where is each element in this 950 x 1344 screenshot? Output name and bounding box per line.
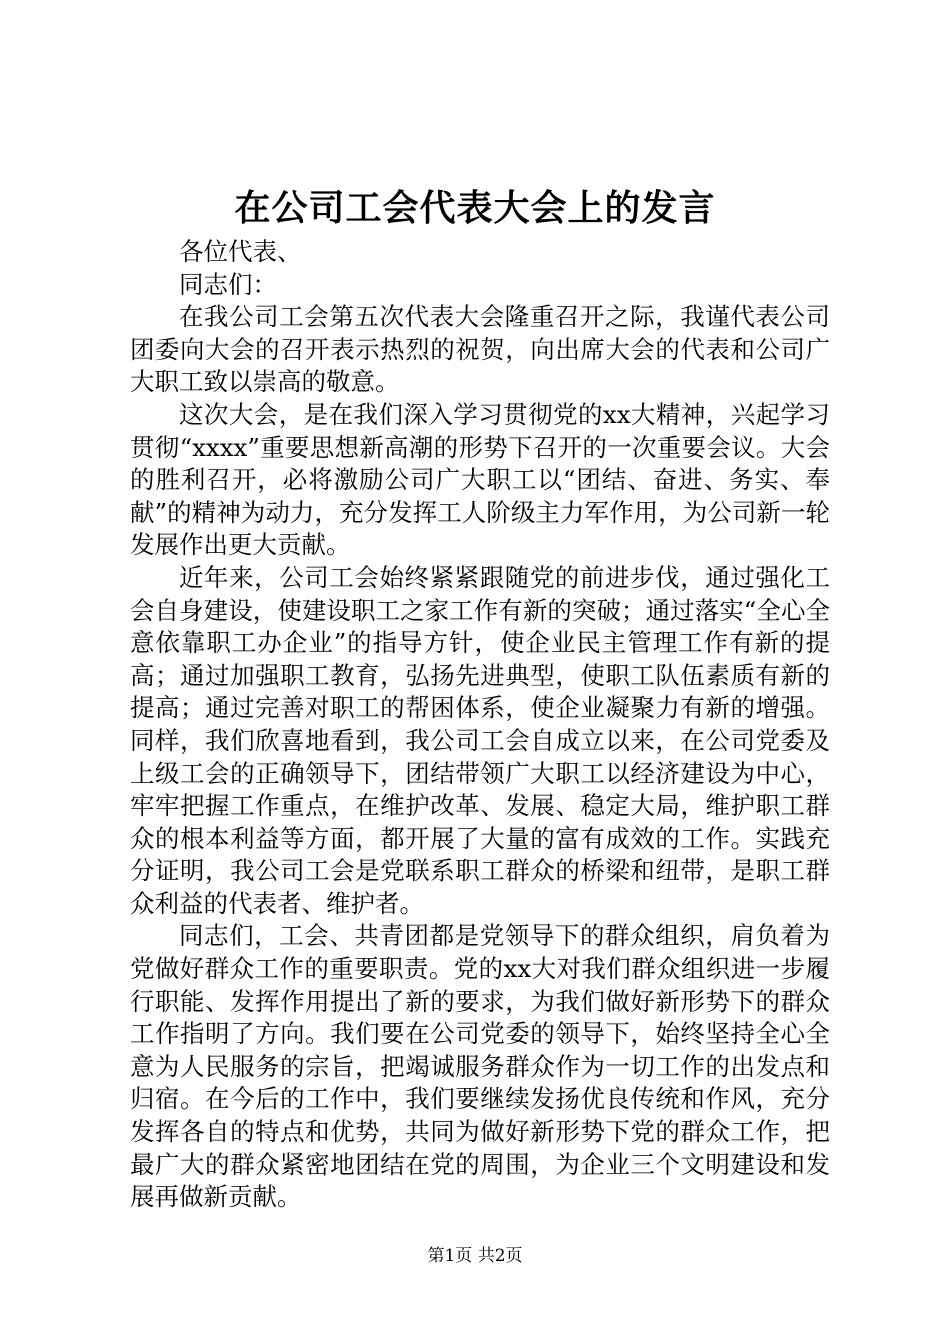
body-paragraph: 这次大会，是在我们深入学习贯彻党的xx大精神，兴起学习贯彻“xxxx”重要思想新高潮的形势下召开的一次重要会议。大会的胜利召开，必将激励公司广大职工以“团结、奋进、务实、奉献”的精神为动力，充分发挥工人阶级主力军作用，为公司新一轮发展作出更大贡献。 (130, 399, 830, 560)
body-paragraph: 近年来，公司工会始终紧紧跟随党的前进步伐，通过强化工会自身建设，使建设职工之家工作有新的突破；通过落实“全心全意依靠职工办企业”的指导方针，使企业民主管理工作有新的提高；通过加强职工教育，弘扬先进典型，使职工队伍素质有新的提高；通过完善对职工的帮困体系，使企业凝聚力有新的增强。同样，我们欣喜地看到，我公司工会自成立以来，在公司党委及上级工会的正确领导下，团结带领广大职工以经济建设为中心，牢牢把握工作重点，在维护改革、发展、稳定大局，维护职工群众的根本利益等方面，都开展了大量的富有成效的工作。实践充分证明，我公司工会是党联系职工群众的桥梁和纽带，是职工群众利益的代表者、维护者。 (130, 562, 830, 918)
salutation-line: 各位代表、 (179, 237, 302, 266)
document-body (130, 236, 830, 1214)
body-paragraph: 在我公司工会第五次代表大会隆重召开之际，我谨代表公司团委向大会的召开表示热烈的祝贺，向出席大会的代表和公司广大职工致以崇高的敬意。 (130, 302, 830, 397)
salutation-line: 同志们： (179, 269, 277, 299)
document-title: 在公司工会代表大会上的发言 (234, 187, 716, 229)
page-number-footer: 第1页 共2页 (427, 1246, 523, 1266)
body-paragraph: 同志们，工会、共青团都是党领导下的群众组织，肩负着为党做好群众工作的重要职责。党的xx大对我们群众组织进一步履行职能、发挥作用提出了新的要求，为我们做好新形势下的群众工作指明了方向。我们要在公司党委的领导下，始终坚持全心全意为人民服务的宗旨，把竭诚服务群众作为一切工作的出发点和归宿。在今后的工作中，我们要继续发扬优良传统和作风，充分发挥各自的特点和优势，共同为做好新形势下党的群众工作，把最广大的群众紧密地团结在党的周围，为企业三个文明建设和发展再做新贡献。 (130, 921, 830, 1212)
